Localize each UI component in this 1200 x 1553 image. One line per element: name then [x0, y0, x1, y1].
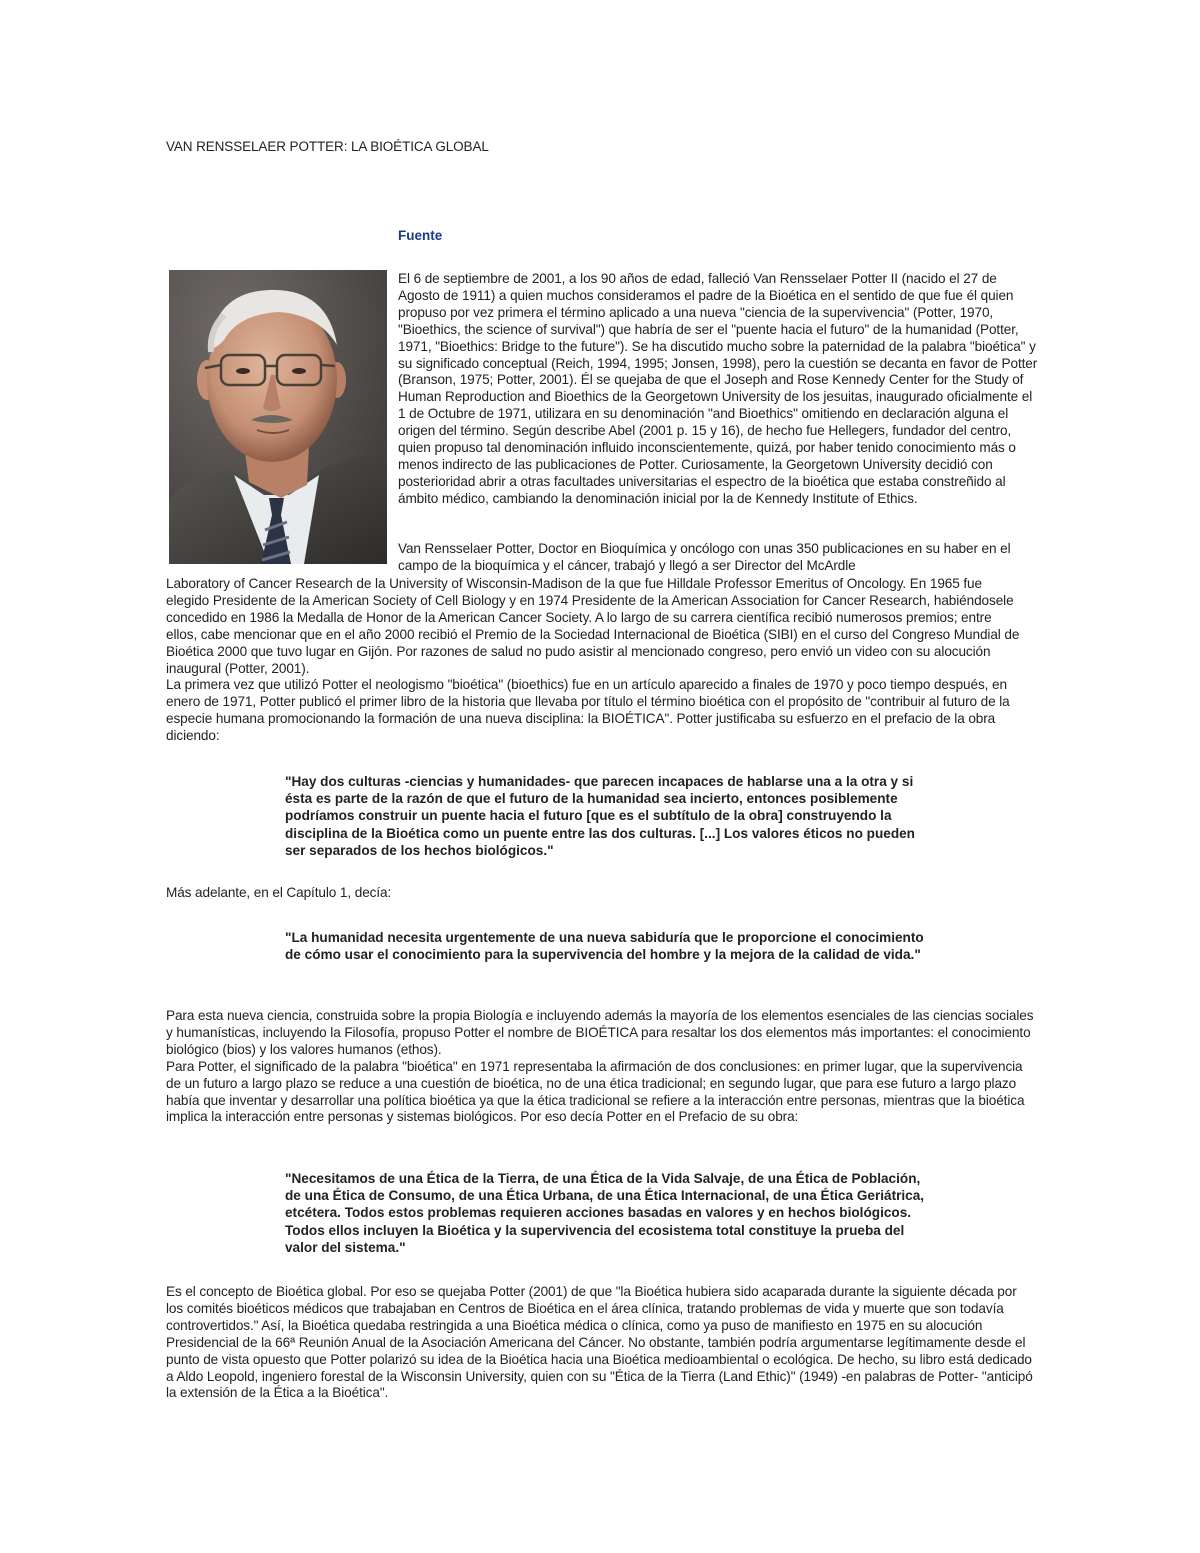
portrait-photo [169, 270, 387, 564]
paragraph-meaning: Para Potter, el significado de la palabra "bioética" en 1971 representaba la afirmación de dos conclusiones: en primer lugar, que la supervivencia de un futuro a largo plazo se reduce a una cuestión de bioética, no de una ética tradicional; en segundo lugar, que para ese futuro a largo plazo había que inventar y desarrollar una política bioética ya que la ética tradicional se refiere a la interacción entre personas, mientras que la bioética implica la interacción entre personas y sistemas biológicos. Por eso decía Potter en el Prefacio de su obra: [166, 1058, 1025, 1125]
paragraph-global-bioethics: Es el concepto de Bioética global. Por eso se quejaba Potter (2001) de que "la Bioética hubiera sido acaparada durante la siguiente década por los comités bioéticos médicos que trabajaban en Centros de Bioética en el área clínica, tratando problemas de vida y muerte que son todavía controvertidos." Así, la Bioética quedaba restringida a una Bioética médica o clínica, como ya puso de manifiesto en 1975 en su alocución Presidencial de la 66ª Reunión Anual de la Asociación Americana del Cáncer. No obstante, también podría argumentarse legítimamente desde el punto de vista opuesto que Potter polarizó su idea de la Bioética hacia una Bioética medioambiental o ecológica. De hecho, su libro está dedicado a Aldo Leopold, ingeniero forestal de la Wisconsin University, quien con su "Ética de la Tierra (Land Ethic)" (1949) -en palabras de Potter- "anticipó la extensión de la Ética a la Bioética". [166, 1284, 1033, 1401]
bio-paragraph-2-start [398, 541, 1018, 575]
quote-two-cultures: "Hay dos culturas -ciencias y humanidades- que parecen incapaces de hablarse una a la otra y si ésta es parte de la razón de que el futuro de la humanidad sea incierto, entonces posiblemente podríamos construir un puente hacia el futuro [que es el subtítulo de la obra] construyendo la disciplina de la Bioética como un puente entre las dos culturas. [...] Los valores éticos no pueden ser separados de los hechos biológicos." [285, 774, 915, 858]
page-title: VAN RENSSELAER POTTER: LA BIOÉTICA GLOBAL [166, 139, 489, 154]
portrait-image [169, 270, 387, 564]
paragraph-block-3 [166, 1284, 1036, 1402]
quote-earth-ethics: "Necesitamos de una Ética de la Tierra, de una Ética de la Vida Salvaje, de una Ética de Población, de una Ética de Consumo, de una Ética Urbana, de una Ética Internacional, de una Ética Geriátrica, etcétera. Todos estos problemas requieren acciones basadas en valores y en hechos biológicos. Todos ellos incluyen la Bioética y la supervivencia del ecosistema total constituye la prueba del valor del sistema." [285, 1171, 925, 1255]
paragraph-chapter-1: Más adelante, en el Capítulo 1, decía: [166, 885, 392, 900]
paragraph-death-announcement: El 6 de septiembre de 2001, a los 90 años de edad, falleció Van Rensselaer Potter II (nacido el 27 de Agosto de 1911) a quien muchos consideramos el padre de la Bioética en el sentido de que fue él quien propuso por vez primera el término aplicado a una nueva "ciencia de la supervivencia" (Potter, 1970, "Bioethics, the science of survival") que habría de ser el "puente hacia el futuro" de la humanidad (Potter, 1971, "Bioethics: Bridge to the future"). Se ha discutido mucho sobre la paternidad de la palabra "bioética" y su significado conceptual (Reich, 1994, 1995; Jonsen, 1998), pero la cuestión se decanta en favor de Potter (Branson, 1975; Potter, 2001). Él se quejaba de que el Joseph and Rose Kennedy Center for the Study of Human Reproduction and Bioethics de la Georgetown University de los jesuitas, inaugurado oficialmente el 1 de Octubre de 1971, utilizara en su denominación "and Bioethics" omitiendo en declaración alguna el origen del término. Según describe Abel (2001 p. 15 y 16), de hecho fue Hellegers, fundador del centro, quien propuso tal denominación influido inconscientemente, quizá, por haber tenido conocimiento más o menos indirecto de las publicaciones de Potter. Curiosamente, la Georgetown University decidió con posterioridad abrir a otras facultades universitarias el espectro de la bioética que estaba constreñido al ámbito médico, cambiando la denominación inicial por la de Kennedy Institute of Ethics. [398, 271, 1038, 506]
bio-paragraph-2-continued [166, 576, 1026, 745]
paragraph-first-use: La primera vez que utilizó Potter el neologismo "bioética" (bioethics) fue en un artículo aparecido a finales de 1970 y poco tiempo después, en enero de 1971, Potter publicó el primer libro de la historia que llevaba por título el término bioética con el propósito de "contribuir al futuro de la especie humana promocionando la formación de una nueva disciplina: la BIOÉTICA". Potter justificaba su esfuerzo en el prefacio de la obra diciendo: [166, 677, 1010, 744]
quote-wisdom: "La humanidad necesita urgentemente de una nueva sabiduría que le proporcione el conocimiento de cómo usar el conocimiento para la supervivencia del hombre y la mejora de la calidad de vida." [285, 930, 924, 963]
paragraph-career-rest: Laboratory of Cancer Research de la University of Wisconsin-Madison de la que fue Hilldale Professor Emeritus of Oncology. En 1965 fue elegido Presidente de la American Society of Cell Biology y en 1974 Presidente de la American Association for Cancer Research, habiéndosele concedido en 1986 la Medalla de Honor de la American Cancer Society. A lo largo de su carrera científica recibió numerosos premios; entre ellos, cabe mencionar que en el año 2000 recibió el Premio de la Sociedad Internacional de Bioética (SIBI) en el curso del Congreso Mundial de Bioética 2000 que tuvo lugar en Gijón. Por razones de salud no pudo asistir al mencionado congreso, pero envió un video con su alocución inaugural (Potter, 2001). [166, 576, 1020, 676]
paragraph-new-science: Para esta nueva ciencia, construida sobre la propia Biología e incluyendo además la mayoría de los elementos esenciales de las ciencias sociales y humanísticas, incluyendo la Filosofía, propuso Potter el nombre de BIOÉTICA para resaltar los dos elementos más importantes: el conocimiento biológico (bios) y los valores humanos (ethos). [166, 1008, 1034, 1057]
bio-paragraph-1 [398, 271, 1038, 508]
paragraph-career-start: Van Rensselaer Potter, Doctor en Bioquímica y oncólogo con unas 350 publicaciones en su haber en el campo de la bioquímica y el cáncer, trabajó y llegó a ser Director del McArdle [398, 541, 1011, 573]
source-link[interactable]: Fuente [398, 228, 443, 243]
paragraph-block-2 [166, 1008, 1036, 1126]
